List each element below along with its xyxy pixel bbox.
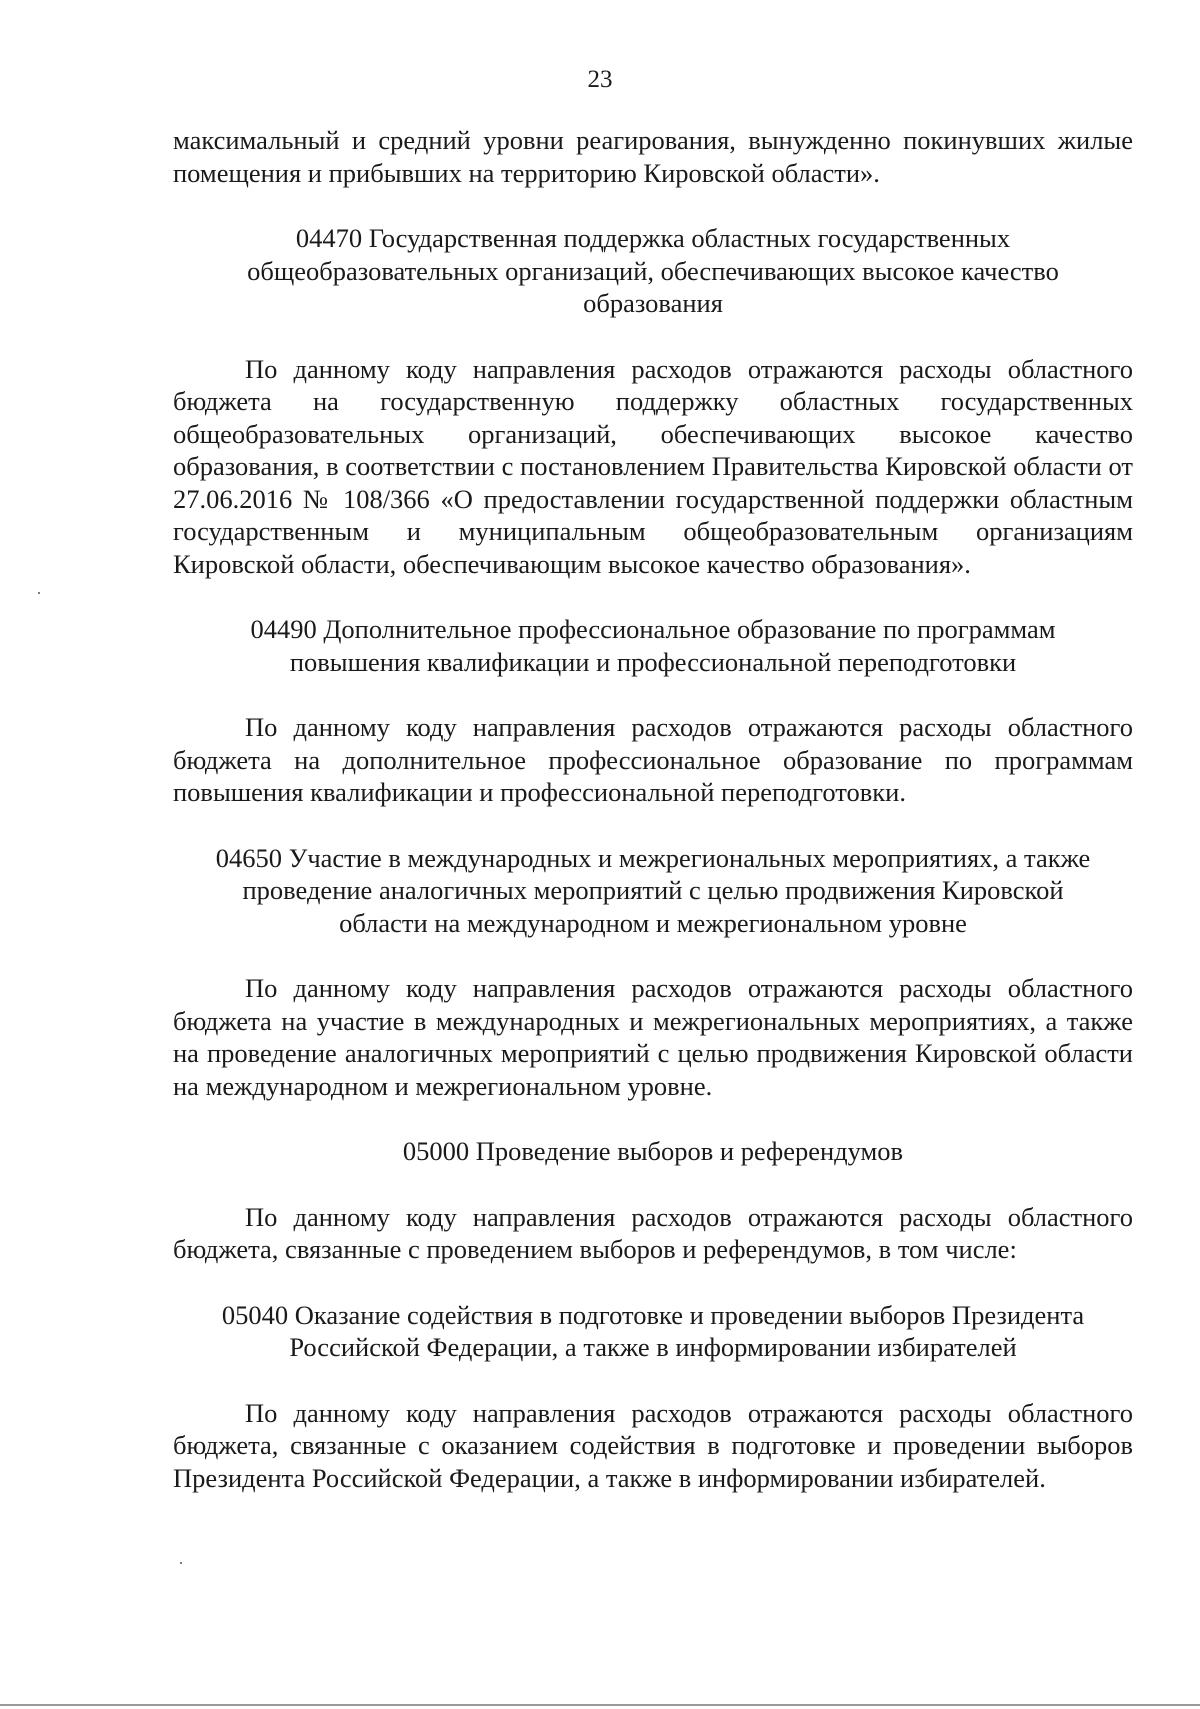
heading-line: 04470 Государственная поддержка областных государственных [295, 223, 1011, 253]
heading-line: проведение аналогичных мероприятий с целью продвижения Кировской [242, 875, 1064, 905]
heading-line: повышения квалификации и профессиональной переподготовки [289, 646, 1017, 677]
paragraph-05000: По данному коду направления расходов отражаются расходы областного бюджета, связанные с проведением выборов и референдумов, в том числе: [173, 1201, 1133, 1264]
heading-line: области на международном и межрегиональном уровне [339, 907, 967, 938]
section-heading-05000 [173, 1135, 1133, 1168]
heading-line: 04650 Участие в международных и межрегиональных мероприятиях, а также [215, 842, 1091, 873]
heading-line: образования [583, 288, 723, 318]
section-heading-05040 [173, 1299, 1133, 1364]
heading-line: общеобразовательных организаций, обеспечивающих высокое качество [247, 255, 1059, 286]
heading-line: 05000 Проведение выборов и референдумов [402, 1136, 904, 1166]
paragraph-05040: По данному коду направления расходов отражаются расходы областного бюджета, связанные с оказанием содействия в подготовке и проведении выборов Президента Российской Федерации, а также в информировании избирателей. [173, 1397, 1133, 1493]
paragraph-continuation: максимальный и средний уровни реагирования, вынужденно покинувших жилые помещения и прибывших на территорию Кировской области». [173, 125, 1133, 188]
scan-speck [180, 1562, 182, 1564]
heading-line: Российской Федерации, а также в информировании избирателей [289, 1332, 1017, 1362]
heading-line: 05040 Оказание содействия в подготовке и проведении выборов Президента [221, 1299, 1085, 1330]
document-body [173, 124, 1133, 1494]
section-heading-04650 [173, 842, 1133, 940]
scan-speck [38, 592, 40, 594]
paragraph-04490: По данному коду направления расходов отражаются расходы областного бюджета на дополнительное профессиональное образование по программам повышения квалификации и профессиональной переподготовки. [173, 712, 1133, 807]
section-heading-04490 [173, 613, 1133, 678]
section-heading-04470 [173, 222, 1133, 320]
page-number: 23 [587, 66, 613, 93]
paragraph-04470: По данному коду направления расходов отражаются расходы областного бюджета на государственную поддержку областных государственных общеобразовательных организаций, обеспечивающих высокое качество образования, в соответствии с постановлением Правительства Кировской области от 27.06.2016 № 108/366 «О предоставлении государственной поддержки областным государственным и муниципальным общеобразовательным организациям Кировской области, обеспечивающим высокое качество образования». [173, 353, 1133, 579]
scan-edge [0, 1704, 1200, 1706]
heading-line: 04490 Дополнительное профессиональное образование по программам [250, 614, 1056, 644]
paragraph-04650: По данному коду направления расходов отражаются расходы областного бюджета на участие в международных и межрегиональных мероприятиях, а также на проведение аналогичных мероприятий с целью продвижения Кировской области на международном и межрегиональном уровне. [173, 973, 1133, 1101]
